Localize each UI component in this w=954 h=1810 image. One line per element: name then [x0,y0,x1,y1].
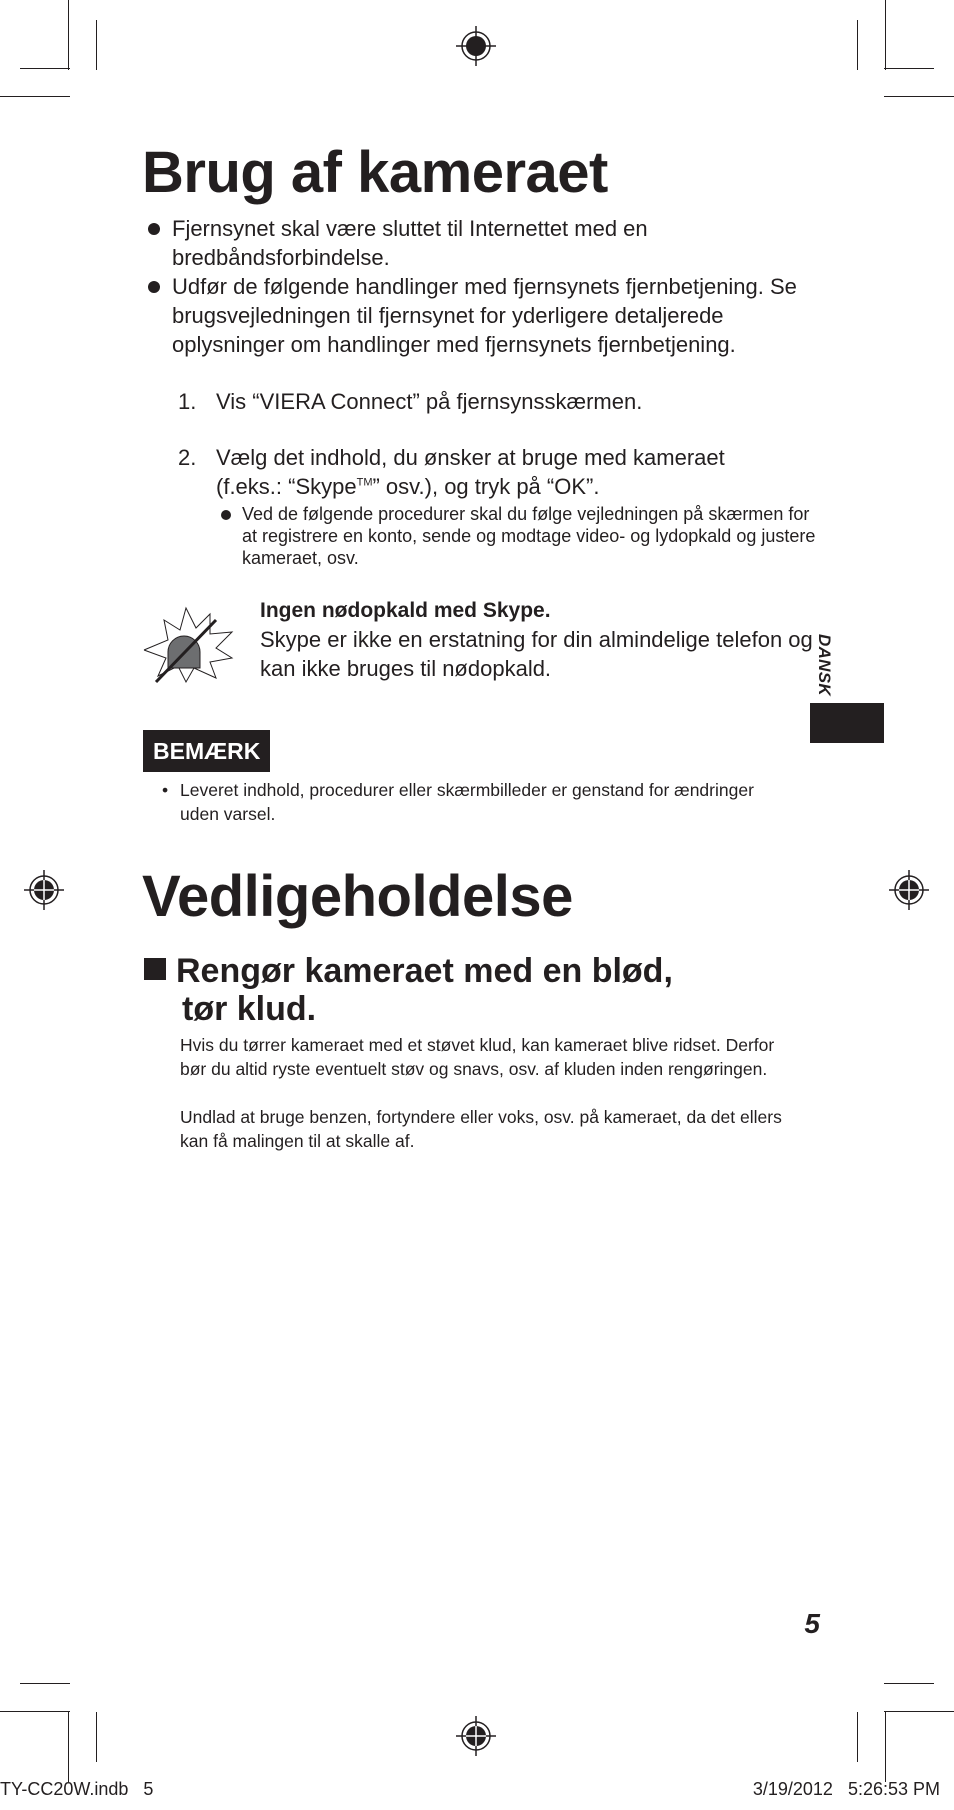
registration-mark-icon [24,870,64,910]
crop-mark [68,0,69,70]
subsection-title: Rengør kameraet med en blød, tør klud. [144,952,804,1028]
crop-mark [884,1711,954,1712]
crop-mark [96,1712,97,1762]
crop-mark [20,68,70,69]
list-item: Fjernsynet skal være sluttet til Internettet med en bredbåndsforbindelse. [146,214,806,272]
list-item: Udfør de følgende handlinger med fjernsynets fjernbetjening. Se brugsvejledningen til fjernsynet for yderligere detaljerede oplysninger om handlinger med fjernsynets fjernbetjening. [146,272,806,359]
registration-mark-icon [456,1716,496,1756]
language-tab-marker [810,703,884,743]
crop-mark [885,0,886,70]
step-number: 1. [178,389,197,414]
note-badge: BEMÆRK [143,730,270,772]
step-number: 2. [178,445,197,470]
footer-timestamp: 3/19/2012 5:26:53 PM [752,1779,940,1799]
crop-mark [857,1712,858,1762]
crop-mark [96,20,97,70]
footer-file-name: TY-CC20W.indb 5 [0,1779,154,1799]
no-emergency-call-icon [140,606,236,684]
step-2 [178,443,818,569]
crop-mark [884,1683,934,1684]
warning-text: Skype er ikke en erstatning for din almindelige telefon og kan ikke bruges til nødopkald. [260,627,813,681]
bullet-dot-icon [148,223,160,235]
crop-mark [884,68,934,69]
crop-mark [20,1683,70,1684]
trademark-mark: TM [356,476,373,489]
step-text: Vis “VIERA Connect” på fjernsynsskærmen. [216,389,643,414]
warning-title: Ingen nødopkald med Skype. [260,599,551,622]
maintenance-paragraph: Hvis du tørrer kameraet med et støvet klud, kan kameraet blive ridset. Derfor bør du altid ryste eventuelt støv og snavs, osv. af kluden inden rengøringen. [180,1035,775,1079]
registration-mark-icon [889,870,929,910]
bullet-dot-icon [221,510,231,520]
section-title-camera-use: Brug af kameraet [142,140,608,205]
language-tab-label: DANSK [815,634,834,696]
crop-mark [884,96,954,97]
crop-mark [0,96,70,97]
step-1 [178,387,818,416]
crop-mark [885,1712,886,1782]
crop-mark [68,1712,69,1782]
step-text: Vælg det indhold, du ønsker at bruge med kameraet (f.eks.: “Skype™” osv.), og tryk på “OK”. [216,445,725,499]
requirements-list [146,214,806,359]
page-number: 5 [804,1608,820,1639]
note-bullet: • [162,780,169,800]
bullet-dot-icon [148,281,160,293]
note-text: • Leveret indhold, procedurer eller skærmbilleder er genstand for ændringer uden varsel. [162,780,754,824]
warning-block [260,596,820,683]
registration-mark-icon [456,26,496,66]
maintenance-paragraph: Undlad at bruge benzen, fortyndere eller voks, osv. på kameraet, da det ellers kan få malingen til at skalle af. [180,1107,782,1151]
crop-mark [857,20,858,70]
crop-mark [0,1711,70,1712]
square-bullet-icon [144,958,166,980]
sub-note: Ved de følgende procedurer skal du følge vejledningen på skærmen for at registrere en konto, sende og modtage video- og lydopkald og justere kameraet, osv. [216,503,818,569]
section-title-maintenance: Vedligeholdelse [142,864,573,929]
